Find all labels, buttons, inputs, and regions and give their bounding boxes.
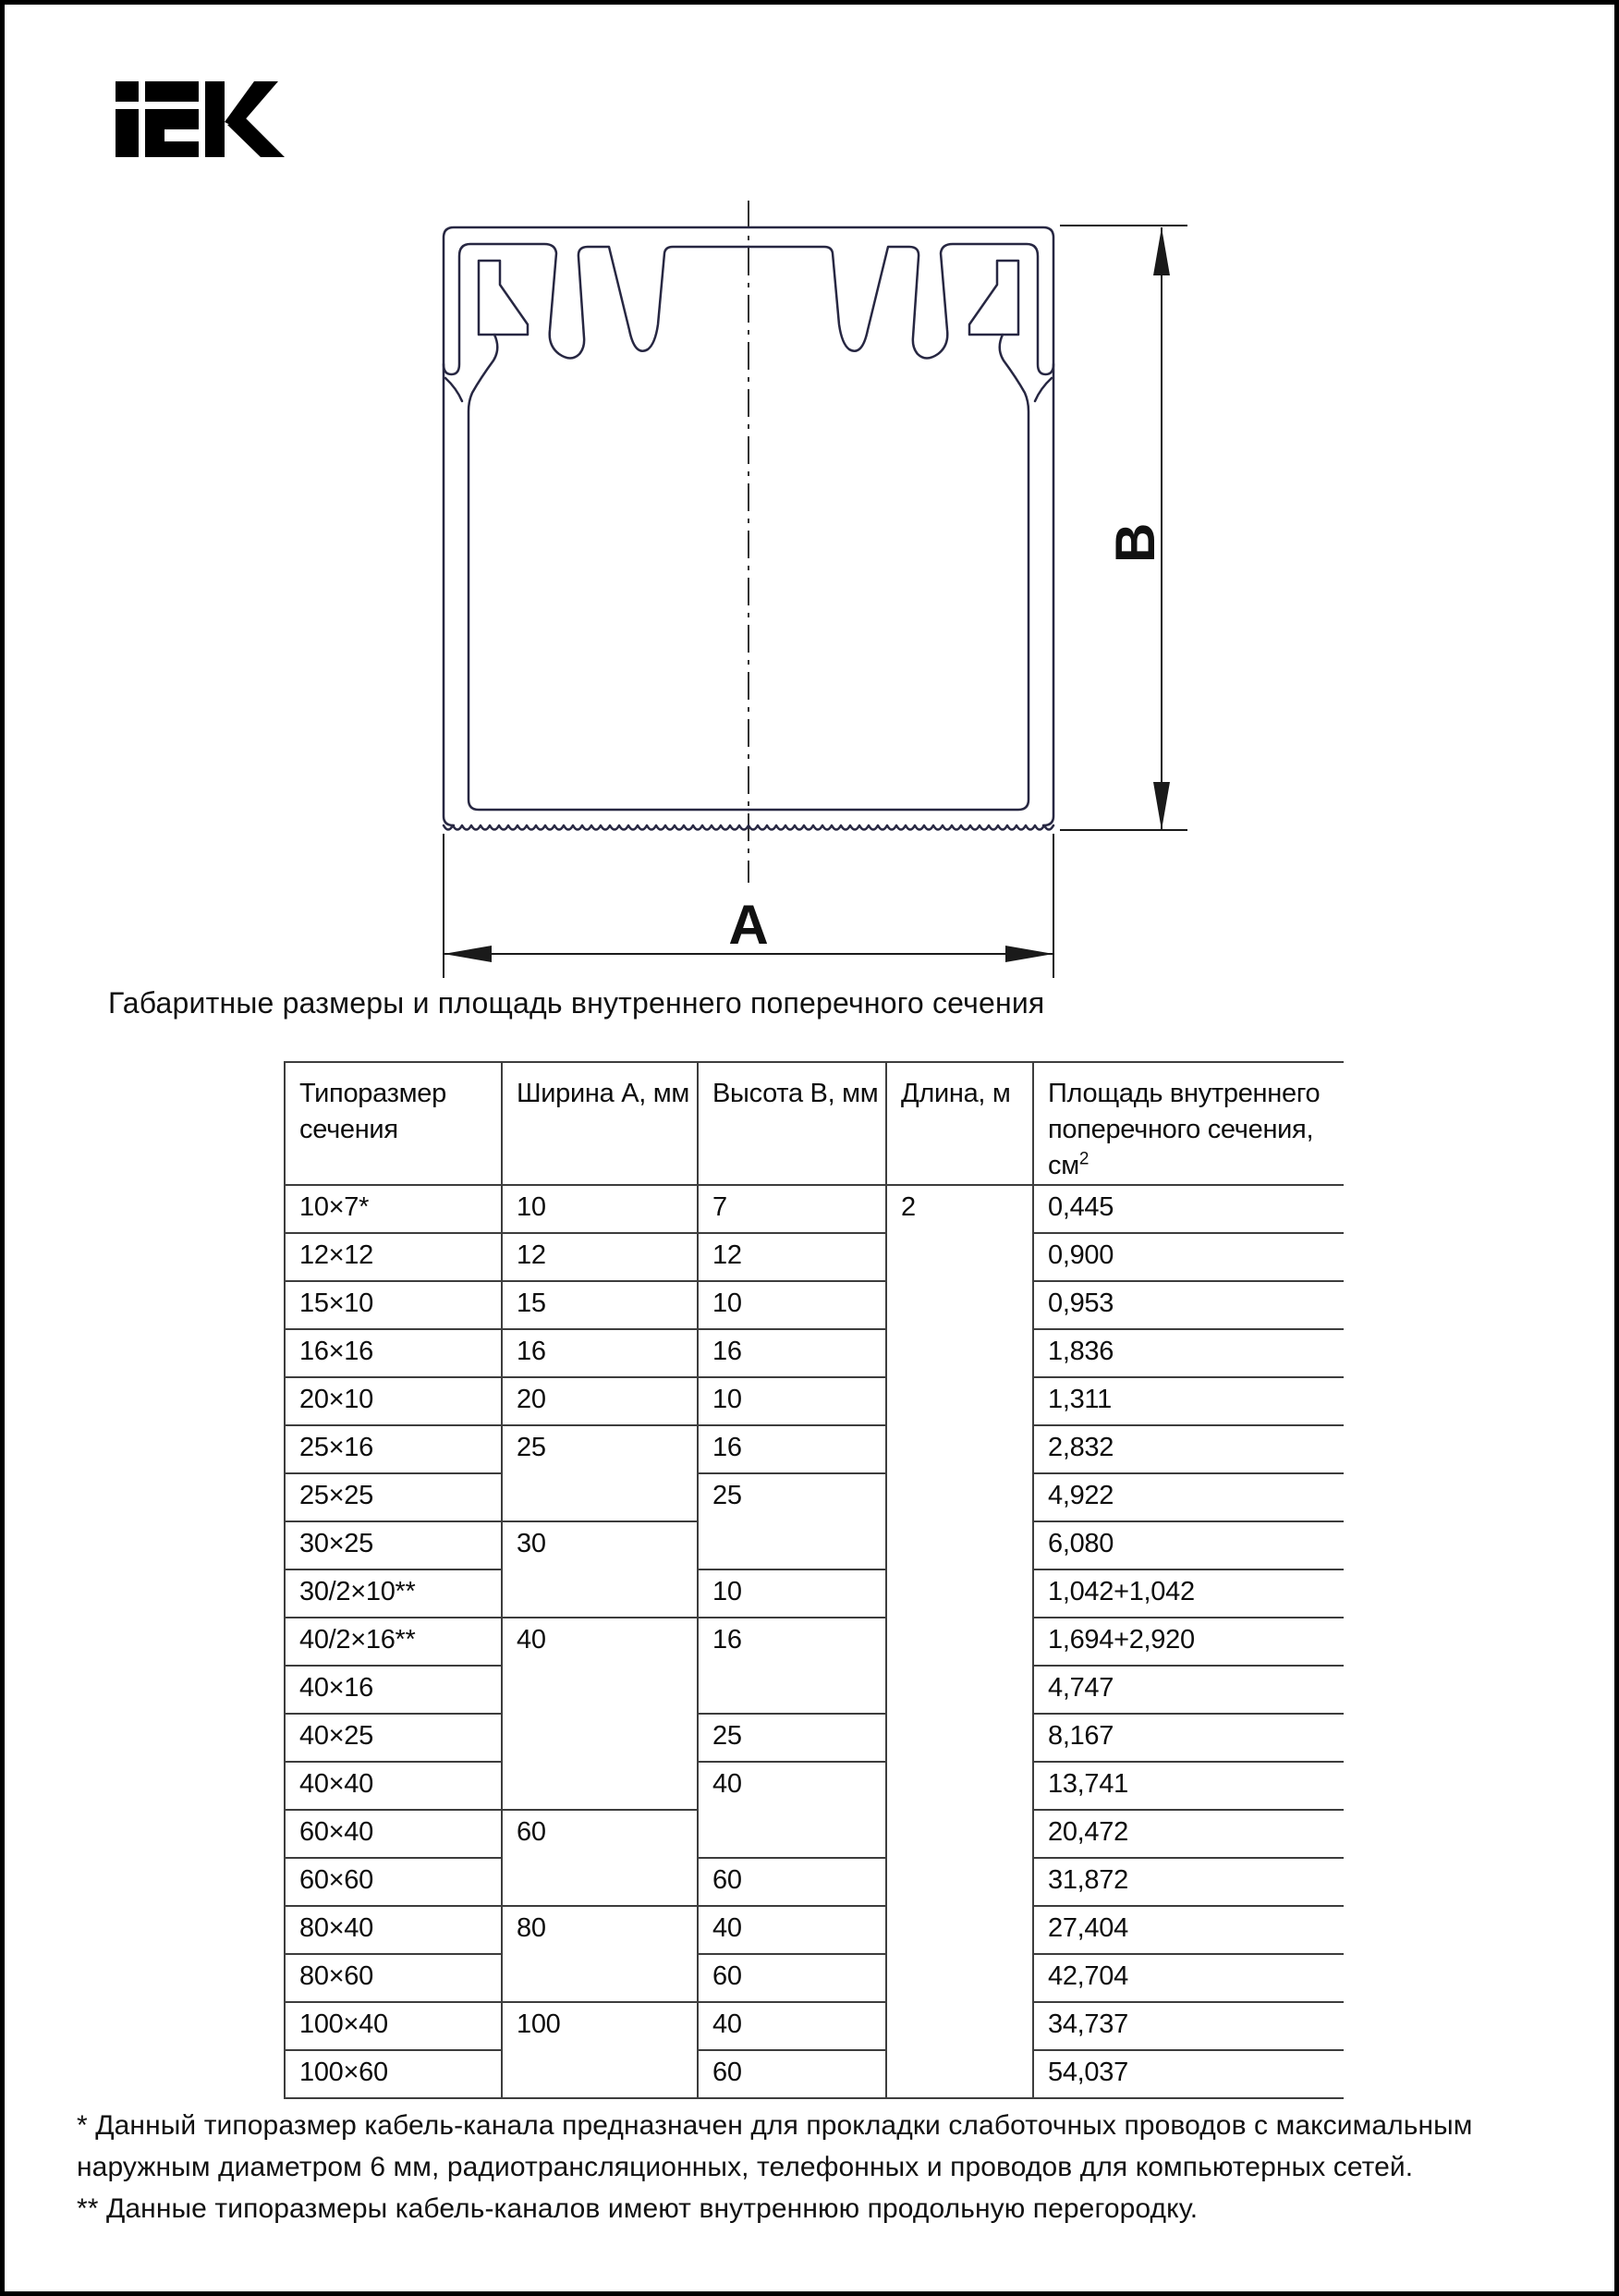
height-cell: 10 (698, 1281, 886, 1329)
width-cell: 60 (502, 1810, 698, 1906)
latch-right (749, 244, 1053, 810)
width-cell: 10 (502, 1185, 698, 1233)
col-header-size: Типоразмер сечения (285, 1062, 502, 1185)
height-cell: 60 (698, 1954, 886, 2002)
width-cell: 16 (502, 1329, 698, 1377)
size-cell: 25×16 (285, 1425, 502, 1473)
size-cell: 12×12 (285, 1233, 502, 1281)
table-row (285, 1425, 1344, 1473)
footnotes (77, 2105, 1504, 2229)
height-cell: 60 (698, 2050, 886, 2098)
area-cell: 4,922 (1033, 1473, 1344, 1521)
height-cell: 10 (698, 1569, 886, 1618)
area-cell: 42,704 (1033, 1954, 1344, 2002)
cable-channel-cross-section-drawing (5, 5, 1619, 1077)
height-cell: 60 (698, 1858, 886, 1906)
width-cell: 40 (502, 1618, 698, 1810)
area-cell: 13,741 (1033, 1762, 1344, 1810)
area-cell: 31,872 (1033, 1858, 1344, 1906)
size-cell: 100×60 (285, 2050, 502, 2098)
area-cell: 0,445 (1033, 1185, 1344, 1233)
table-row (285, 1233, 1344, 1281)
size-cell: 100×40 (285, 2002, 502, 2050)
header-row (285, 1062, 1344, 1185)
size-cell: 30/2×10** (285, 1569, 502, 1618)
col-header-height: Высота В, мм (698, 1062, 886, 1185)
size-cell: 16×16 (285, 1329, 502, 1377)
table-row (285, 1858, 1344, 1906)
dim-label-b: B (1104, 522, 1166, 563)
width-cell: 25 (502, 1425, 698, 1521)
height-cell: 12 (698, 1233, 886, 1281)
table-row (285, 1714, 1344, 1762)
arrow-right-icon (1005, 946, 1053, 962)
width-cell: 15 (502, 1281, 698, 1329)
table-row (285, 1618, 1344, 1666)
table-row (285, 1377, 1344, 1425)
size-cell: 10×7* (285, 1185, 502, 1233)
table-row (285, 1473, 1344, 1521)
area-cell: 1,042+1,042 (1033, 1569, 1344, 1618)
area-cell: 0,900 (1033, 1233, 1344, 1281)
size-cell: 25×25 (285, 1473, 502, 1521)
width-cell: 12 (502, 1233, 698, 1281)
dim-label-a: A (728, 894, 769, 956)
area-cell: 34,737 (1033, 2002, 1344, 2050)
height-cell: 40 (698, 1762, 886, 1858)
area-cell: 4,747 (1033, 1666, 1344, 1714)
width-cell: 80 (502, 1906, 698, 2002)
area-cell: 20,472 (1033, 1810, 1344, 1858)
size-cell: 20×10 (285, 1377, 502, 1425)
height-cell: 16 (698, 1618, 886, 1714)
table-row (285, 1185, 1344, 1233)
arrow-left-icon (444, 946, 492, 962)
height-cell: 7 (698, 1185, 886, 1233)
superscript-2: 2 (1078, 1149, 1089, 1169)
height-cell: 10 (698, 1377, 886, 1425)
arrow-up-icon (1153, 227, 1170, 275)
height-cell: 40 (698, 1906, 886, 1954)
height-cell: 40 (698, 2002, 886, 2050)
size-cell: 60×60 (285, 1858, 502, 1906)
table-row (285, 1906, 1344, 1954)
height-cell: 25 (698, 1473, 886, 1569)
table-row (285, 1954, 1344, 2002)
col-header-area: Площадь внутреннего поперечного сечения, $см^2$ (1033, 1062, 1344, 1185)
table-row (285, 1762, 1344, 1810)
dimensions-table (284, 1061, 1344, 2099)
size-cell: 40×25 (285, 1714, 502, 1762)
size-cell: 80×60 (285, 1954, 502, 2002)
table-caption: Габаритные размеры и площадь внутреннего поперечного сечения (108, 986, 1045, 1020)
area-cell: 8,167 (1033, 1714, 1344, 1762)
size-cell: 30×25 (285, 1521, 502, 1569)
area-cell: 54,037 (1033, 2050, 1344, 2098)
width-cell: 20 (502, 1377, 698, 1425)
size-cell: 40/2×16** (285, 1618, 502, 1666)
area-cell: 2,832 (1033, 1425, 1344, 1473)
size-cell: 60×40 (285, 1810, 502, 1858)
width-cell: 30 (502, 1521, 698, 1618)
size-cell: 40×16 (285, 1666, 502, 1714)
height-cell: 16 (698, 1425, 886, 1473)
latch-left (444, 244, 749, 810)
size-cell: 80×40 (285, 1906, 502, 1954)
height-cell: 25 (698, 1714, 886, 1762)
table-row (285, 2050, 1344, 2098)
table-row (285, 2002, 1344, 2050)
area-cell: 6,080 (1033, 1521, 1344, 1569)
table-row (285, 1281, 1344, 1329)
table-row (285, 1569, 1344, 1618)
height-cell: 16 (698, 1329, 886, 1377)
area-cell: 27,404 (1033, 1906, 1344, 1954)
arrow-down-icon (1153, 782, 1170, 830)
size-cell: 40×40 (285, 1762, 502, 1810)
footnote-double-asterisk: ** Данные типоразмеры кабель-каналов имеют внутреннюю продольную перегородку. (77, 2193, 1199, 2224)
area-cell: 1,836 (1033, 1329, 1344, 1377)
table-row (285, 1329, 1344, 1377)
area-cell: 0,953 (1033, 1281, 1344, 1329)
size-cell: 15×10 (285, 1281, 502, 1329)
width-cell: 100 (502, 2002, 698, 2098)
footnote-single-asterisk: * Данный типоразмер кабель-канала предназначен для прокладки слаботочных проводов с максимальным наружным диаметром 6 мм, радиотрансляционных, телефонных и проводов для компьютерных сетей. (77, 2110, 1473, 2182)
col-header-length: Длина, м (886, 1062, 1033, 1185)
area-cell: 1,694+2,920 (1033, 1618, 1344, 1666)
area-cell: 1,311 (1033, 1377, 1344, 1425)
col-header-width: Ширина А, мм (502, 1062, 698, 1185)
length-cell: 2 (886, 1185, 1033, 2098)
